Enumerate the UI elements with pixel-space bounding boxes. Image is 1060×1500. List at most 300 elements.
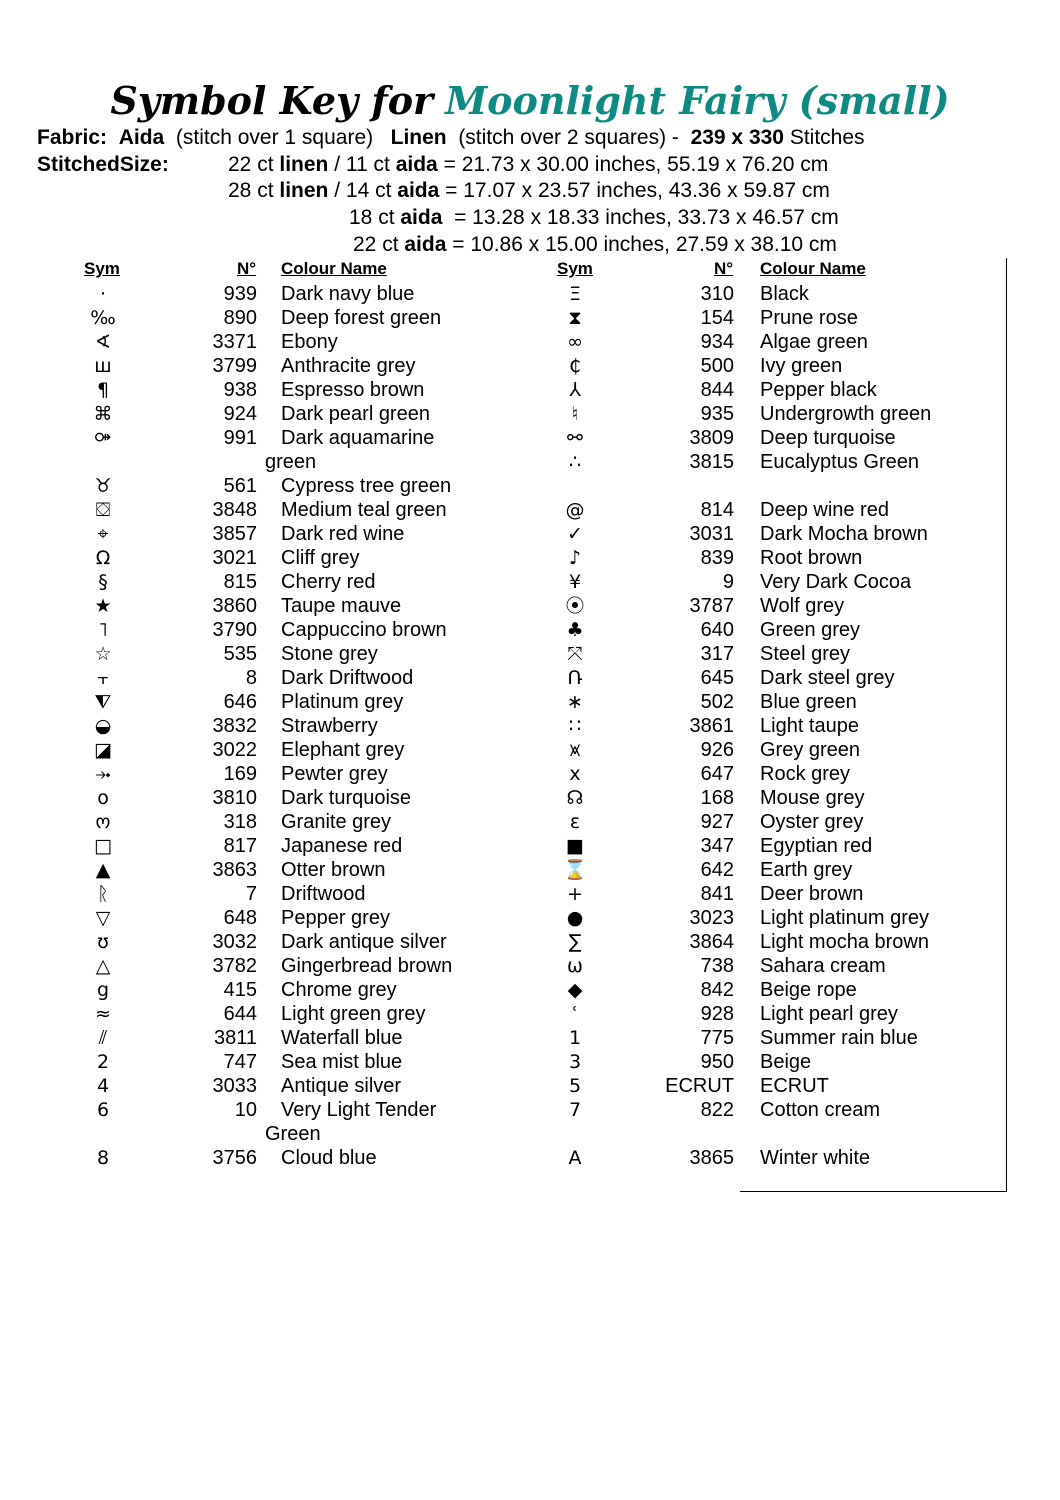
floss-number: 640: [700, 619, 734, 641]
colour-name: Granite grey: [281, 811, 392, 833]
size-dims: = 21.73 x 30.00 inches, 55.19 x 76.20 cm: [443, 153, 829, 176]
floss-number: 169: [223, 763, 257, 785]
floss-number: 3787: [689, 595, 734, 617]
symbol-row: [78, 930, 598, 954]
symbol-glyph: ▲: [95, 859, 111, 881]
floss-number: 8: [245, 667, 257, 689]
symbol-row: [78, 378, 598, 402]
floss-number: 500: [700, 355, 734, 377]
header-sym: Sym: [84, 259, 120, 278]
size-fab1: aida: [400, 206, 443, 229]
fabric-line: [37, 125, 865, 151]
floss-number: 318: [223, 811, 257, 833]
colour-name: Cliff grey: [281, 547, 360, 569]
symbol-glyph: ⌖: [97, 523, 109, 545]
size-ct1: 22 ct: [353, 233, 399, 256]
floss-number: 644: [223, 1003, 257, 1025]
floss-number: 347: [700, 835, 734, 857]
colour-name: Light platinum grey: [760, 907, 929, 929]
symbol-row: [550, 930, 1010, 954]
floss-number: 3790: [212, 619, 257, 641]
colour-name: Dark navy blue: [281, 283, 415, 305]
symbol-row: [550, 498, 1010, 522]
floss-number: 168: [700, 787, 734, 809]
colour-name: Grey green: [760, 739, 861, 761]
floss-number: 646: [223, 691, 257, 713]
colour-name: Algae green: [760, 331, 868, 353]
size-dims: = 17.07 x 23.57 inches, 43.36 x 59.87 cm: [445, 179, 830, 202]
symbol-glyph: ⚩: [95, 427, 111, 449]
symbol-glyph: ‰: [90, 307, 116, 329]
floss-number: 3860: [212, 595, 257, 617]
symbol-row: [550, 762, 1010, 786]
colour-name: Eucalyptus Green: [760, 451, 919, 473]
table-border-right: [1006, 258, 1007, 1192]
colour-name: Sahara cream: [760, 955, 886, 977]
floss-number: 839: [700, 547, 734, 569]
floss-number: 648: [223, 907, 257, 929]
header-num: N°: [237, 259, 257, 278]
colour-name: Ivy green: [760, 355, 843, 377]
symbol-glyph: △: [95, 955, 111, 977]
symbol-glyph: ·: [99, 283, 107, 305]
colour-name: Dark Mocha brown: [760, 523, 928, 545]
symbol-row: [78, 834, 598, 858]
symbol-row: [78, 666, 598, 690]
symbol-glyph: ∗: [567, 691, 583, 713]
symbol-glyph: ⅄: [569, 379, 581, 401]
symbol-row: [550, 282, 1010, 306]
symbol-row: [78, 714, 598, 738]
floss-number: 939: [223, 283, 257, 305]
symbol-glyph: ɛ: [569, 811, 581, 833]
floss-number: 3861: [689, 715, 734, 737]
symbol-row: [550, 1050, 1010, 1074]
size-sep: / 11 ct: [334, 153, 390, 176]
symbol-row: [78, 282, 598, 306]
colour-name: Mouse grey: [760, 787, 865, 809]
symbol-glyph: A: [568, 1147, 582, 1169]
floss-number: 3857: [212, 523, 257, 545]
symbol-row: [78, 810, 598, 834]
symbol-row: [550, 450, 1010, 498]
stitch-count-unit: Stitches: [789, 126, 865, 149]
symbol-row: [550, 330, 1010, 354]
floss-number: 645: [700, 667, 734, 689]
floss-number: 775: [700, 1027, 734, 1049]
floss-number: 814: [700, 499, 734, 521]
colour-name: Dark pearl green: [281, 403, 430, 425]
symbol-glyph: 6: [96, 1099, 110, 1121]
header-name: Colour Name: [760, 259, 866, 278]
symbol-glyph: ω: [567, 955, 583, 977]
colour-name: Undergrowth green: [760, 403, 932, 425]
symbol-row: [78, 858, 598, 882]
symbol-glyph: ⫟: [97, 667, 109, 689]
symbol-glyph: ʊ: [97, 931, 109, 953]
colour-name: Wolf grey: [760, 595, 845, 617]
floss-number: 3023: [689, 907, 734, 929]
symbol-glyph: x: [569, 763, 581, 785]
floss-number: 647: [700, 763, 734, 785]
symbol-row: [78, 354, 598, 378]
symbol-row: [550, 906, 1010, 930]
symbol-row: [550, 690, 1010, 714]
symbol-glyph: g: [96, 979, 110, 1001]
symbol-row: [78, 906, 598, 930]
floss-number: 747: [223, 1051, 257, 1073]
symbol-row: [550, 1098, 1010, 1146]
floss-number: 3848: [212, 499, 257, 521]
floss-number: 3832: [212, 715, 257, 737]
colour-name: Medium teal green: [281, 499, 447, 521]
colour-name: Platinum grey: [281, 691, 404, 713]
size-dims: = 10.86 x 15.00 inches, 27.59 x 38.10 cm: [452, 233, 837, 256]
floss-number: 3782: [212, 955, 257, 977]
symbol-glyph: ∷: [568, 715, 582, 737]
size-ct1: 22 ct: [228, 153, 274, 176]
colour-name: Deep turquoise: [760, 427, 896, 449]
symbol-glyph: ◆: [567, 979, 583, 1001]
symbol-glyph: Ռ: [567, 667, 583, 689]
floss-number: 3033: [212, 1075, 257, 1097]
symbol-glyph: ⤧: [567, 643, 583, 665]
symbol-glyph: ˥: [98, 619, 108, 641]
symbol-row: [78, 1098, 598, 1146]
stitched-size-line: [349, 205, 839, 231]
floss-number: 928: [700, 1003, 734, 1025]
symbol-glyph: ო: [95, 811, 111, 833]
symbol-glyph: ⚯: [567, 427, 583, 449]
colour-name: Ebony: [281, 331, 338, 353]
stitched-size-line: [228, 152, 828, 178]
size-fab1: aida: [404, 233, 447, 256]
symbol-row: [550, 618, 1010, 642]
colour-name: Dark steel grey: [760, 667, 895, 689]
symbol-glyph: ₵: [568, 355, 582, 377]
stitched-size-line: [228, 178, 830, 204]
symbol-row: [78, 1050, 598, 1074]
floss-number: 3021: [212, 547, 257, 569]
symbol-row: [78, 690, 598, 714]
floss-number: 3809: [689, 427, 734, 449]
symbol-row: [78, 330, 598, 354]
symbol-glyph: ⧗: [568, 307, 582, 329]
floss-number: ECRUT: [665, 1075, 734, 1097]
colour-name: Elephant grey: [281, 739, 405, 761]
colour-name: Anthracite grey: [281, 355, 416, 377]
floss-number: 890: [223, 307, 257, 329]
symbol-row: [78, 498, 598, 522]
colour-name: Chrome grey: [281, 979, 397, 1001]
floss-number: 926: [700, 739, 734, 761]
symbol-row: [78, 1146, 598, 1170]
symbol-glyph: ⫽: [98, 1027, 108, 1049]
colour-name: Light mocha brown: [760, 931, 929, 953]
floss-number: 7: [245, 883, 257, 905]
table-border-bottom: [740, 1191, 1007, 1192]
floss-number: 935: [700, 403, 734, 425]
colour-name: Pewter grey: [281, 763, 388, 785]
symbol-glyph: ◪: [94, 739, 112, 761]
symbol-row: [550, 1074, 1010, 1098]
symbol-row: [550, 594, 1010, 618]
symbol-glyph: ⧨: [94, 691, 112, 713]
floss-number: 535: [223, 643, 257, 665]
symbol-row: [78, 1002, 598, 1026]
size-ct1: 28 ct: [228, 179, 274, 202]
colour-name: Beige: [760, 1051, 812, 1073]
symbol-glyph: ʿ: [572, 1003, 578, 1025]
colour-name: Cherry red: [281, 571, 376, 593]
symbol-glyph: ∴: [568, 451, 582, 473]
colour-name: Deep forest green: [281, 307, 442, 329]
symbol-glyph: □: [94, 835, 112, 857]
floss-number: 3815: [689, 451, 734, 473]
size-fab2: aida: [397, 179, 440, 202]
colour-name: Otter brown: [281, 859, 386, 881]
colour-name: Steel grey: [760, 643, 851, 665]
colour-name: Light taupe: [760, 715, 859, 737]
symbol-glyph: ♉: [94, 475, 112, 497]
symbol-glyph: 8: [96, 1147, 110, 1169]
colour-name: Very Dark Cocoa: [760, 571, 912, 593]
colour-name: Winter white: [760, 1147, 871, 1169]
symbol-glyph: §: [98, 571, 108, 593]
floss-number: 3865: [689, 1147, 734, 1169]
symbol-glyph: ✓: [567, 523, 583, 545]
colour-name: Light green grey: [281, 1003, 426, 1025]
colour-name: Cypress tree green: [281, 475, 452, 497]
symbol-row: [550, 402, 1010, 426]
symbol-row: [550, 714, 1010, 738]
floss-number: 561: [223, 475, 257, 497]
stitched-size-label: StitchedSize:: [37, 153, 169, 176]
symbol-glyph: ♪: [568, 547, 582, 569]
symbol-glyph: 2: [96, 1051, 110, 1073]
fabric-linen-note: (stitch over 2 squares) -: [458, 126, 679, 149]
colour-name: Egyptian red: [760, 835, 873, 857]
colour-name: Beige rope: [760, 979, 857, 1001]
symbol-glyph: ¥: [568, 571, 582, 593]
colour-name: Cloud blue: [281, 1147, 377, 1169]
symbol-row: [550, 354, 1010, 378]
symbol-glyph: ∑: [568, 931, 582, 953]
symbol-row: [550, 1026, 1010, 1050]
symbol-row: [78, 882, 598, 906]
colour-name: Oyster grey: [760, 811, 864, 833]
symbol-glyph: ☆: [94, 643, 112, 665]
symbol-glyph: 1: [568, 1027, 582, 1049]
colour-name: Cappuccino brown: [281, 619, 447, 641]
floss-number: 317: [700, 643, 734, 665]
symbol-glyph: ᚱ: [97, 883, 109, 905]
floss-number: 3031: [689, 523, 734, 545]
floss-number: 817: [223, 835, 257, 857]
fabric-aida-note: (stitch over 1 square): [175, 126, 374, 149]
symbol-row: [78, 402, 598, 426]
floss-number: 3810: [212, 787, 257, 809]
symbol-row: [550, 642, 1010, 666]
symbol-row: [550, 978, 1010, 1002]
colour-name: Antique silver: [281, 1075, 402, 1097]
symbol-glyph: ⩙: [569, 739, 581, 761]
symbol-glyph: ⌘: [93, 403, 113, 425]
page-title: [0, 78, 1060, 124]
header-num: N°: [714, 259, 734, 278]
floss-number: 3799: [212, 355, 257, 377]
symbol-row: [550, 1146, 1010, 1170]
floss-number: 927: [700, 811, 734, 833]
symbol-row: [550, 858, 1010, 882]
title-prefix: Symbol Key for: [110, 78, 434, 123]
symbol-row: [78, 426, 598, 474]
title-pattern-name: Moonlight Fairy (small): [445, 78, 950, 123]
floss-number: 844: [700, 379, 734, 401]
header-name: Colour Name: [281, 259, 387, 278]
colour-name: Dark antique silver: [281, 931, 447, 953]
colour-name: Dark turquoise: [281, 787, 412, 809]
colour-name: Cotton cream: [760, 1099, 881, 1121]
symbol-glyph: ∞: [567, 331, 583, 353]
floss-number: 842: [700, 979, 734, 1001]
symbol-row: [550, 378, 1010, 402]
symbol-glyph: +: [567, 883, 583, 905]
symbol-glyph: ¶: [96, 379, 110, 401]
symbol-glyph: ⌛: [563, 859, 587, 881]
symbol-row: [550, 954, 1010, 978]
colour-name: Pepper black: [760, 379, 877, 401]
floss-number: 3864: [689, 931, 734, 953]
symbol-glyph: 5: [568, 1075, 582, 1097]
colour-name: Dark red wine: [281, 523, 405, 545]
symbol-row: [550, 306, 1010, 330]
symbol-glyph: ■: [566, 835, 584, 857]
symbol-glyph: ★: [94, 595, 112, 617]
colour-name: Summer rain blue: [760, 1027, 918, 1049]
floss-number: 3811: [213, 1027, 257, 1049]
symbol-row: [78, 618, 598, 642]
symbol-glyph: @: [565, 499, 585, 521]
colour-name: Stone grey: [281, 643, 378, 665]
colour-name: Espresso brown: [281, 379, 425, 401]
symbol-glyph: 3: [568, 1051, 582, 1073]
symbol-row: [78, 786, 598, 810]
floss-number: 310: [700, 283, 734, 305]
colour-name: Gingerbread brown: [281, 955, 453, 977]
symbol-row: [78, 954, 598, 978]
colour-name: Dark Driftwood: [281, 667, 414, 689]
symbol-row: [550, 426, 1010, 450]
floss-number: 991: [223, 427, 257, 449]
colour-name: Sea mist blue: [281, 1051, 403, 1073]
symbol-row: [78, 546, 598, 570]
floss-number: 924: [223, 403, 257, 425]
colour-name: Strawberry: [281, 715, 378, 737]
symbol-glyph: ♣: [566, 619, 584, 641]
symbol-row: [78, 738, 598, 762]
size-fab1: linen: [279, 179, 329, 202]
header-sym: Sym: [557, 259, 593, 278]
symbol-glyph: o: [97, 787, 109, 809]
symbol-row: [78, 1074, 598, 1098]
colour-name: Root brown: [760, 547, 863, 569]
colour-name: Black: [760, 283, 809, 305]
symbol-row: [550, 666, 1010, 690]
floss-number: 934: [700, 331, 734, 353]
symbol-row: [550, 786, 1010, 810]
symbol-row: [550, 810, 1010, 834]
symbol-row: [78, 522, 598, 546]
symbol-glyph: Ξ: [568, 283, 581, 305]
symbol-row: [78, 642, 598, 666]
colour-name: Deer brown: [760, 883, 864, 905]
floss-number: 822: [700, 1099, 734, 1121]
symbol-row: [550, 1002, 1010, 1026]
colour-name: Very Light Tender Green: [265, 1099, 437, 1145]
colour-name: Green grey: [760, 619, 861, 641]
colour-name: Taupe mauve: [281, 595, 402, 617]
symbol-row: [550, 882, 1010, 906]
fabric-linen: Linen: [390, 126, 447, 149]
stitch-count: 239 x 330: [690, 126, 784, 149]
symbol-row: [78, 570, 598, 594]
floss-number: 154: [700, 307, 734, 329]
size-dims: = 13.28 x 18.33 inches, 33.73 x 46.57 cm: [448, 206, 839, 229]
fabric-label: Fabric:: [37, 126, 108, 149]
size-sep: / 14 ct: [334, 179, 392, 202]
symbol-row: [78, 762, 598, 786]
stitched-size-line: [353, 232, 837, 258]
floss-number: 3032: [212, 931, 257, 953]
fabric-aida: Aida: [118, 126, 165, 149]
symbol-row: [550, 522, 1010, 546]
floss-number: 3371: [212, 331, 257, 353]
symbol-glyph: Ω: [95, 547, 111, 569]
floss-number: 10: [234, 1099, 257, 1121]
symbol-glyph: ●: [566, 907, 584, 929]
symbol-row: [550, 738, 1010, 762]
colour-name: Pepper grey: [281, 907, 390, 929]
symbol-row: [550, 570, 1010, 594]
floss-number: 3022: [212, 739, 257, 761]
floss-number: 938: [223, 379, 257, 401]
floss-number: 950: [700, 1051, 734, 1073]
floss-number: 642: [700, 859, 734, 881]
symbol-row: [78, 306, 598, 330]
symbol-glyph: 7: [568, 1099, 582, 1121]
floss-number: 738: [700, 955, 734, 977]
colour-name: Rock grey: [760, 763, 851, 785]
colour-name: Light pearl grey: [760, 1003, 898, 1025]
colour-name: Driftwood: [281, 883, 366, 905]
symbol-row: [78, 978, 598, 1002]
colour-name: Blue green: [760, 691, 857, 713]
size-fab2: aida: [395, 153, 438, 176]
colour-name: Prune rose: [760, 307, 858, 329]
symbol-glyph: 4: [96, 1075, 110, 1097]
symbol-glyph: ш: [94, 355, 112, 377]
symbol-row: [550, 546, 1010, 570]
symbol-glyph: ⤞: [95, 763, 111, 785]
floss-number: 502: [700, 691, 734, 713]
symbol-row: [550, 834, 1010, 858]
symbol-row: [78, 474, 598, 498]
size-ct1: 18 ct: [349, 206, 395, 229]
floss-number: 3756: [212, 1147, 257, 1169]
symbol-glyph: ⛋: [95, 499, 111, 521]
floss-number: 3863: [212, 859, 257, 881]
